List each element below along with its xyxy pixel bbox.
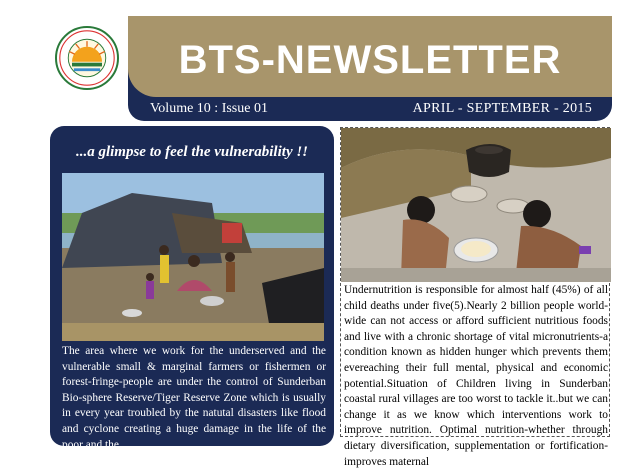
newsletter-title: BTS-NEWSLETTER [178,38,562,82]
left-article-body: The area where we work for the underserved and the vulnerable small & marginal farmers or fishermen or forest-fringe-people are under the control of Sunderban Bio-sphere Reserve/Tiger Reserve Zone which is usually in every year troubled by the natutal disasters like flood and cyclone creating a huge damage in the life of the poor and the [62,345,326,451]
organization-logo [55,26,119,90]
left-article-heading: ...a glimpse to feel the vulnerability !! [75,144,309,160]
children-eating-photo [341,128,611,282]
volume-issue: Volume 10 : Issue 01 [150,101,268,116]
right-article [340,127,610,468]
flood-shelter-photo [62,173,324,341]
issue-date-range: APRIL - SEPTEMBER - 2015 [412,101,592,116]
right-article-body: Undernutrition is responsible for almost half (45%) of all child deaths under five(5).Nearly 2 billion people world-wide can not access or afford sufficient nutritious foods and live with a chronic shortage of vital micronutrients-a condition known as hidden hunger which prevents them evereaching their full mental, physical and economic potential.Situation of Children living in Sunderban coastal rural villages are too worst to tackle it..but we can change it as we know which interventions work to improve nutrition. Optimal nutrition-whether through dietary diversification, supplementation or fortification-improves maternal [344,284,608,468]
left-article [50,126,334,451]
newsletter-header [128,16,612,121]
